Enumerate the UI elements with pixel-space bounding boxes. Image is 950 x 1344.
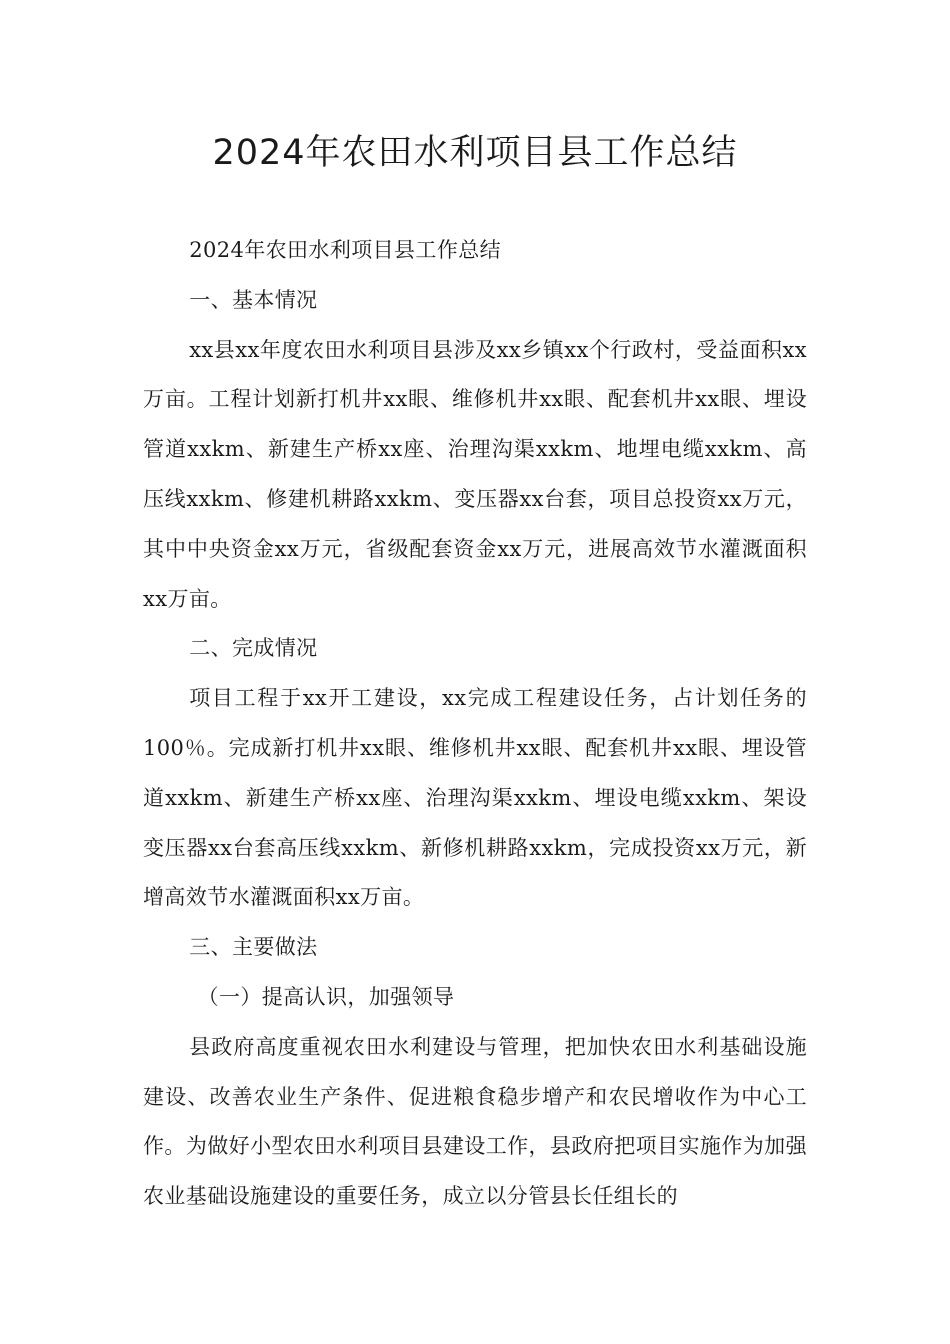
document-body bbox=[143, 226, 807, 1222]
section-heading-basic-situation: 一、基本情况 bbox=[189, 287, 318, 312]
section-heading-main-practices: 三、主要做法 bbox=[189, 935, 318, 960]
paragraph-repeated-title: 2024年农田水利项目县工作总结 bbox=[189, 238, 502, 262]
paragraph-leadership: 县政府高度重视农田水利建设与管理，把加快农田水利基础设施建设、改善农业生产条件、促进粮食稳步增产和农民增收作为中心工作。为做好小型农田水利项目县建设工作，县政府把项目实施作为加强农业基础设施建设的重要任务，成立以分管县长任组长的 bbox=[143, 1034, 807, 1209]
paragraph-basic-situation: xx县xx年度农田水利项目县涉及xx乡镇xx个行政村，受益面积xx万亩。工程计划新打机井xx眼、维修机井xx眼、配套机井xx眼、埋设管道xxkm、新建生产桥xx座、治理沟渠xxkm、地埋电缆xxkm、高压线xxkm、修建机耕路xxkm、变压器xx台套，项目总投资xx万元，其中中央资金xx万元，省级配套资金xx万元，进展高效节水灌溉面积xx万亩。 bbox=[143, 337, 807, 611]
document-title: 2024年农田水利项目县工作总结 bbox=[212, 133, 738, 173]
section-heading-completion: 二、完成情况 bbox=[189, 636, 318, 661]
subsection-heading-leadership: （一）提高认识，加强领导 bbox=[197, 984, 455, 1009]
paragraph-completion: 项目工程于xx开工建设，xx完成工程建设任务，占计划任务的100％。完成新打机井xx眼、维修机井xx眼、配套机井xx眼、埋设管道xxkm、新建生产桥xx座、治理沟渠xxkm、埋设电缆xxkm、架设变压器xx台套高压线xxkm、新修机耕路xxkm，完成投资xx万元，新增高效节水灌溉面积xx万亩。 bbox=[143, 686, 807, 910]
